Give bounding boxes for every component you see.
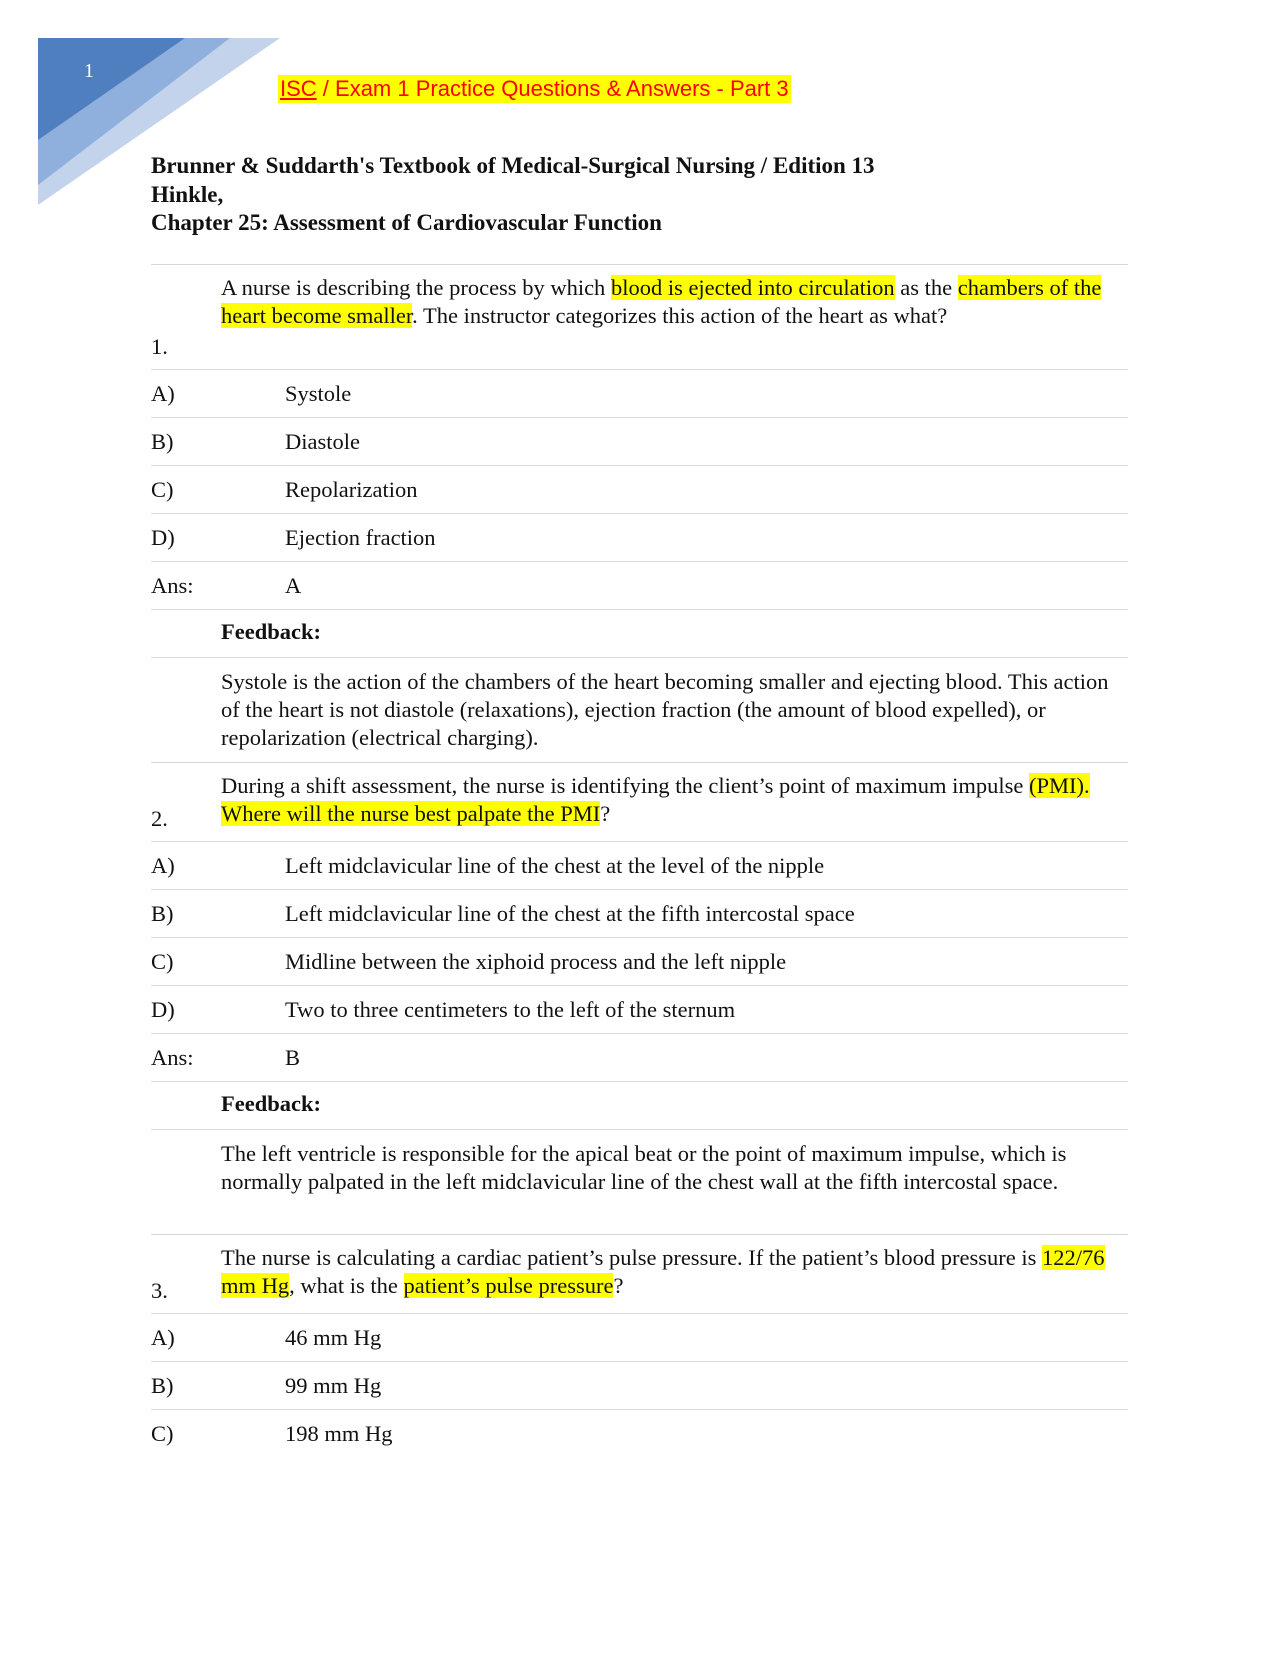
option-row	[151, 841, 1128, 889]
answer-label: Ans:	[151, 573, 194, 598]
header-prefix: ISC	[280, 76, 317, 101]
option-label: A)	[151, 853, 175, 878]
option-text: 46 mm Hg	[285, 1325, 382, 1350]
feedback-heading: Feedback:	[221, 619, 321, 644]
feedback-heading-row	[151, 1081, 1128, 1129]
option-text: 99 mm Hg	[285, 1373, 382, 1398]
option-row	[151, 1409, 1128, 1457]
option-label: B)	[151, 901, 174, 926]
option-row	[151, 937, 1128, 985]
option-row	[151, 1361, 1128, 1409]
answer-row	[151, 561, 1128, 609]
document-title	[151, 152, 875, 238]
option-label: C)	[151, 949, 174, 974]
option-label: B)	[151, 429, 174, 454]
option-text: Left midclavicular line of the chest at the fifth intercostal space	[285, 901, 855, 926]
document-header	[278, 75, 791, 103]
feedback-text: Systole is the action of the chambers of the heart becoming smaller and ejecting blood. This action of the heart is not diastole (relaxations), ejection fraction (the amount of blood expelled), or repolarization (electrical charging).	[221, 669, 1109, 750]
question-number: 1.	[151, 334, 168, 359]
question-list	[151, 264, 1128, 1457]
option-text: Repolarization	[285, 477, 418, 502]
feedback-heading-row	[151, 609, 1128, 657]
question-stem: During a shift assessment, the nurse is identifying the client’s point of maximum impulse (PMI). Where will the nurse best palpate the PMI?	[221, 773, 1090, 826]
option-row	[151, 465, 1128, 513]
page-number: 1	[84, 60, 94, 82]
feedback-heading: Feedback:	[221, 1091, 321, 1116]
option-text: Two to three centimeters to the left of the sternum	[285, 997, 736, 1022]
question-number: 3.	[151, 1278, 168, 1303]
option-label: C)	[151, 477, 174, 502]
option-row	[151, 889, 1128, 937]
option-label: D)	[151, 997, 175, 1022]
answer-label: Ans:	[151, 1045, 194, 1070]
option-row	[151, 369, 1128, 417]
option-label: A)	[151, 381, 175, 406]
option-label: B)	[151, 1373, 174, 1398]
feedback-row	[151, 1129, 1128, 1234]
answer-value: A	[285, 573, 302, 598]
option-text: Systole	[285, 381, 352, 406]
title-line-3: Chapter 25: Assessment of Cardiovascular Function	[151, 210, 662, 235]
option-text: Diastole	[285, 429, 360, 454]
option-row	[151, 513, 1128, 561]
option-row	[151, 417, 1128, 465]
option-label: C)	[151, 1421, 174, 1446]
option-label: A)	[151, 1325, 175, 1350]
question-3	[151, 1234, 1128, 1313]
header-rest: / Exam 1 Practice Questions & Answers - Part 3	[316, 76, 789, 101]
title-line-2: Hinkle,	[151, 181, 224, 207]
answer-row	[151, 1033, 1128, 1081]
option-text: Left midclavicular line of the chest at the level of the nipple	[285, 853, 825, 878]
feedback-row	[151, 657, 1128, 762]
question-1	[151, 264, 1128, 369]
feedback-text: The left ventricle is responsible for the apical beat or the point of maximum impulse, which is normally palpated in the left midclavicular line of the chest wall at the fifth intercostal space.	[221, 1141, 1067, 1194]
option-label: D)	[151, 525, 175, 550]
title-line-1: Brunner & Suddarth's Textbook of Medical-Surgical Nursing / Edition 13	[151, 153, 875, 178]
option-text: 198 mm Hg	[285, 1421, 393, 1446]
question-number: 2.	[151, 806, 168, 831]
option-text: Midline between the xiphoid process and the left nipple	[285, 949, 787, 974]
option-row	[151, 1313, 1128, 1361]
question-2	[151, 762, 1128, 841]
option-text: Ejection fraction	[285, 525, 436, 550]
question-stem: A nurse is describing the process by which blood is ejected into circulation as the chambers of the heart become smaller. The instructor categorizes this action of the heart as what?	[221, 275, 1102, 328]
answer-value: B	[285, 1045, 301, 1070]
question-stem: The nurse is calculating a cardiac patient’s pulse pressure. If the patient’s blood pressure is 122/76 mm Hg, what is the patient’s pulse pressure?	[221, 1245, 1105, 1298]
option-row	[151, 985, 1128, 1033]
